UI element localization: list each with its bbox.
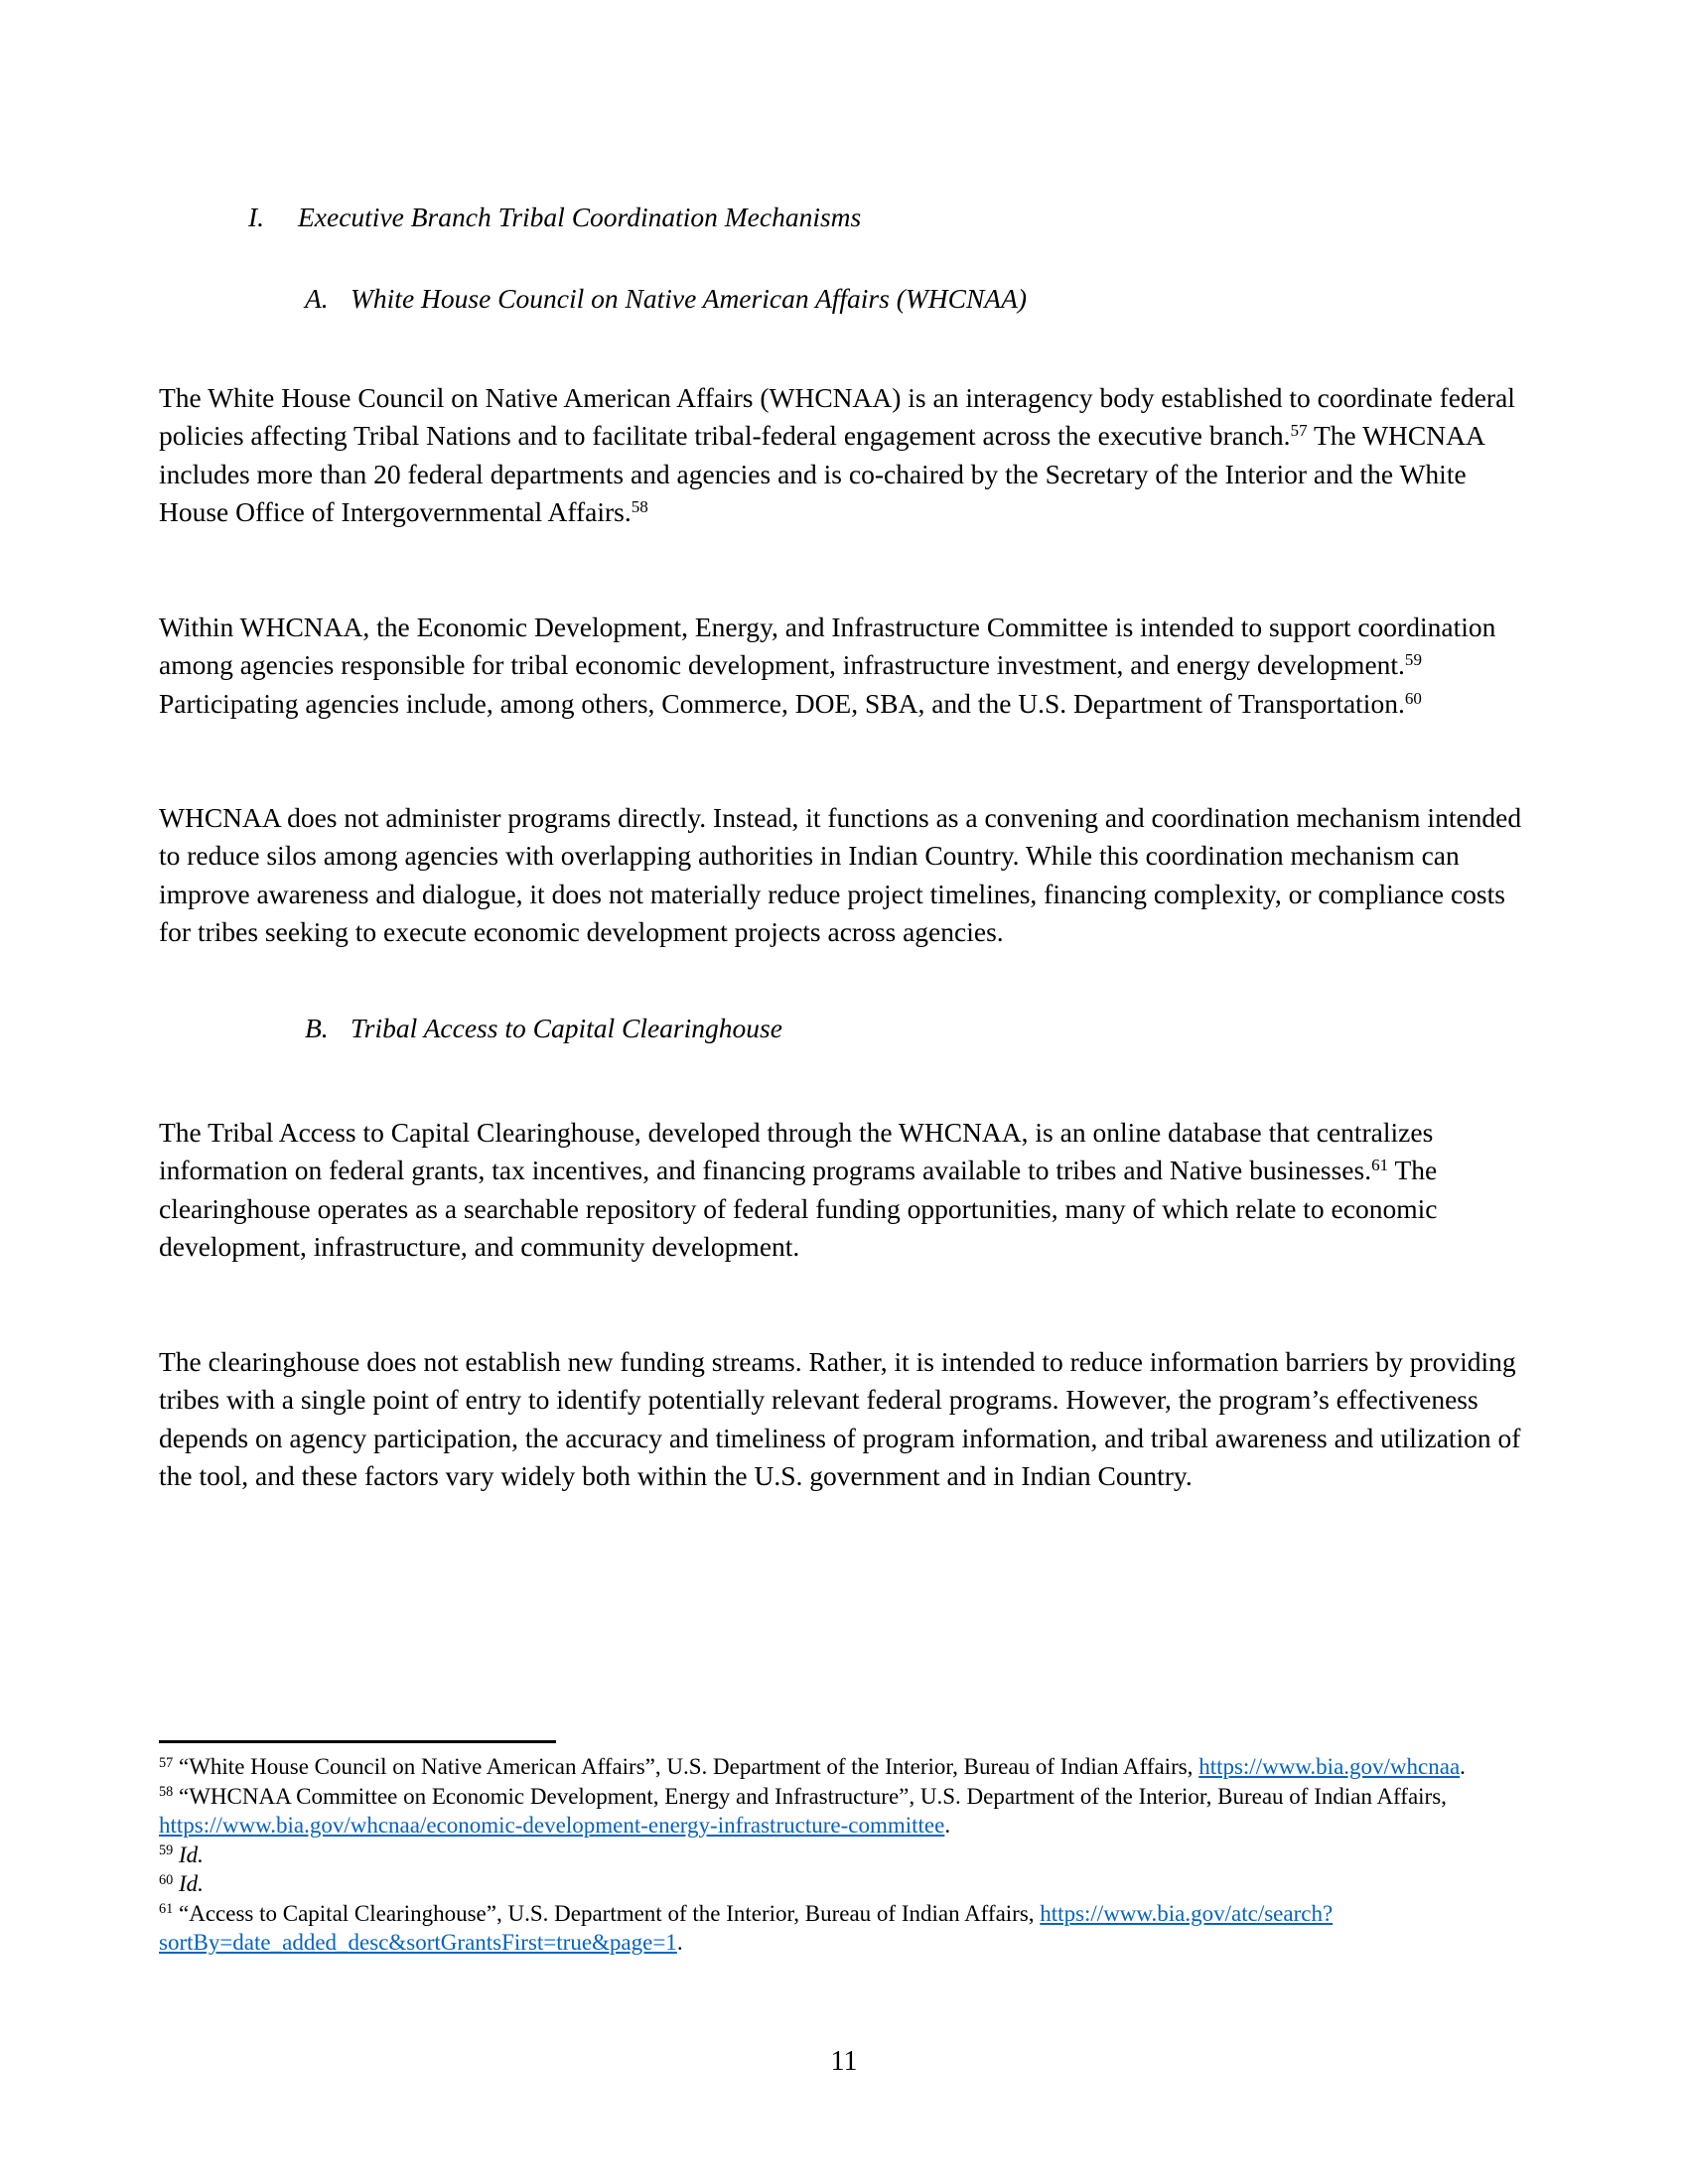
footnote — [159, 1841, 1529, 1870]
text-run: “Access to Capital Clearinghouse”, U.S. Department of the Interior, Bureau of Indian Affairs, — [173, 1900, 1041, 1926]
footnote-link[interactable]: https://www.bia.gov/whcnaa/economic-development-energy-infrastructure-committee — [159, 1813, 945, 1838]
footnote — [159, 1899, 1529, 1958]
footnote-reference: 61 — [159, 1901, 174, 1918]
paragraph — [159, 799, 1529, 952]
paragraph — [159, 1114, 1529, 1267]
footnote-reference: 60 — [159, 1871, 174, 1888]
footnote-link[interactable]: https://www.bia.gov/atc/search?sortBy=date_added_desc&sortGrantsFirst=true&page=1 — [159, 1900, 1334, 1955]
footnote-reference: 58 — [159, 1784, 174, 1801]
italic-text: Id. — [179, 1871, 204, 1896]
section-number: I. — [248, 202, 265, 232]
footnotes — [159, 1752, 1529, 1958]
text-run: The clearinghouse does not establish new funding streams. Rather, it is intended to reduce information barriers by providing tribes with a single point of entry to identify potentially relevant federal programs. However, the program’s effectiveness depends on agency participation, the accuracy and timeliness of program information, and tribal awareness and utilization of the tool, and these factors vary widely both within the U.S. government and in Indian Country. — [159, 1345, 1521, 1491]
subsection-title: White House Council on Native American Affairs (WHCNAA) — [351, 283, 1028, 314]
paragraph — [159, 1343, 1529, 1496]
text-run: . — [676, 1930, 683, 1955]
footnote-reference: 57 — [159, 1754, 174, 1771]
footnote-reference: 59 — [1404, 650, 1422, 670]
paragraph — [159, 379, 1529, 532]
footnote — [159, 1752, 1529, 1782]
footnote-reference: 58 — [631, 497, 648, 517]
footnote-link[interactable]: https://www.bia.gov/whcnaa — [1198, 1754, 1461, 1779]
text-run: The clearinghouse operates as a searchable repository of federal funding opportunities, many of which relate to economic development, infrastructure, and community development. — [159, 1155, 1438, 1262]
text-run: WHCNAA does not administer programs directly. Instead, it functions as a convening and coordination mechanism intended to reduce silos among agencies with overlapping authorities in Indian Country. While this coordination mechanism can improve awareness and dialogue, it does not materially reduce project timelines, financing complexity, or compliance costs for tribes seeking to execute economic development projects across agencies. — [159, 801, 1522, 947]
footnote — [159, 1869, 1529, 1899]
text-run: . — [944, 1813, 951, 1838]
text-run: “WHCNAA Committee on Economic Development, Energy and Infrastructure”, U.S. Department of the Interior, Bureau of Indian Affairs, — [173, 1783, 1447, 1809]
paragraph — [159, 609, 1529, 724]
footnote-reference: 61 — [1371, 1156, 1389, 1175]
footnote-reference: 59 — [159, 1843, 174, 1859]
subsection-heading-a — [159, 280, 1675, 319]
footnote-reference: 60 — [1404, 688, 1422, 708]
footnote — [159, 1782, 1529, 1841]
footnote-separator — [159, 1740, 556, 1743]
footnote-reference: 57 — [1290, 421, 1308, 441]
subsection-number: A. — [305, 283, 329, 314]
text-run: The Tribal Access to Capital Clearinghouse, developed through the WHCNAA, is an online database that centralizes information on federal grants, tax incentives, and financing programs available to tribes and Native businesses. — [159, 1116, 1434, 1185]
text-run: The WHCNAA includes more than 20 federal departments and agencies and is co-chaired by the Secretary of the Interior and the White House Office of Intergovernmental Affairs. — [159, 420, 1484, 527]
subsection-heading-b — [159, 1010, 1675, 1048]
section-title: Executive Branch Tribal Coordination Mechanisms — [298, 202, 862, 232]
text-run: “White House Council on Native American Affairs”, U.S. Department of the Interior, Bureau of Indian Affairs, — [173, 1754, 1199, 1779]
text-run: . — [1460, 1754, 1466, 1779]
text-run: The White House Council on Native American Affairs (WHCNAA) is an interagency body established to coordinate federal policies affecting Tribal Nations and to facilitate tribal-federal engagement across the executive branch. — [159, 381, 1515, 451]
text-run: Participating agencies include, among others, Commerce, DOE, SBA, and the U.S. Department of Transportation. — [159, 687, 1405, 719]
italic-text: Id. — [179, 1842, 204, 1867]
section-heading-i — [159, 199, 1618, 237]
subsection-title: Tribal Access to Capital Clearinghouse — [351, 1013, 782, 1043]
text-run: Within WHCNAA, the Economic Development, Energy, and Infrastructure Committee is intended to support coordination among agencies responsible for tribal economic development, infrastructure investment, and energy development. — [159, 611, 1496, 680]
page-number: 11 — [830, 2046, 858, 2077]
subsection-number: B. — [305, 1013, 329, 1043]
